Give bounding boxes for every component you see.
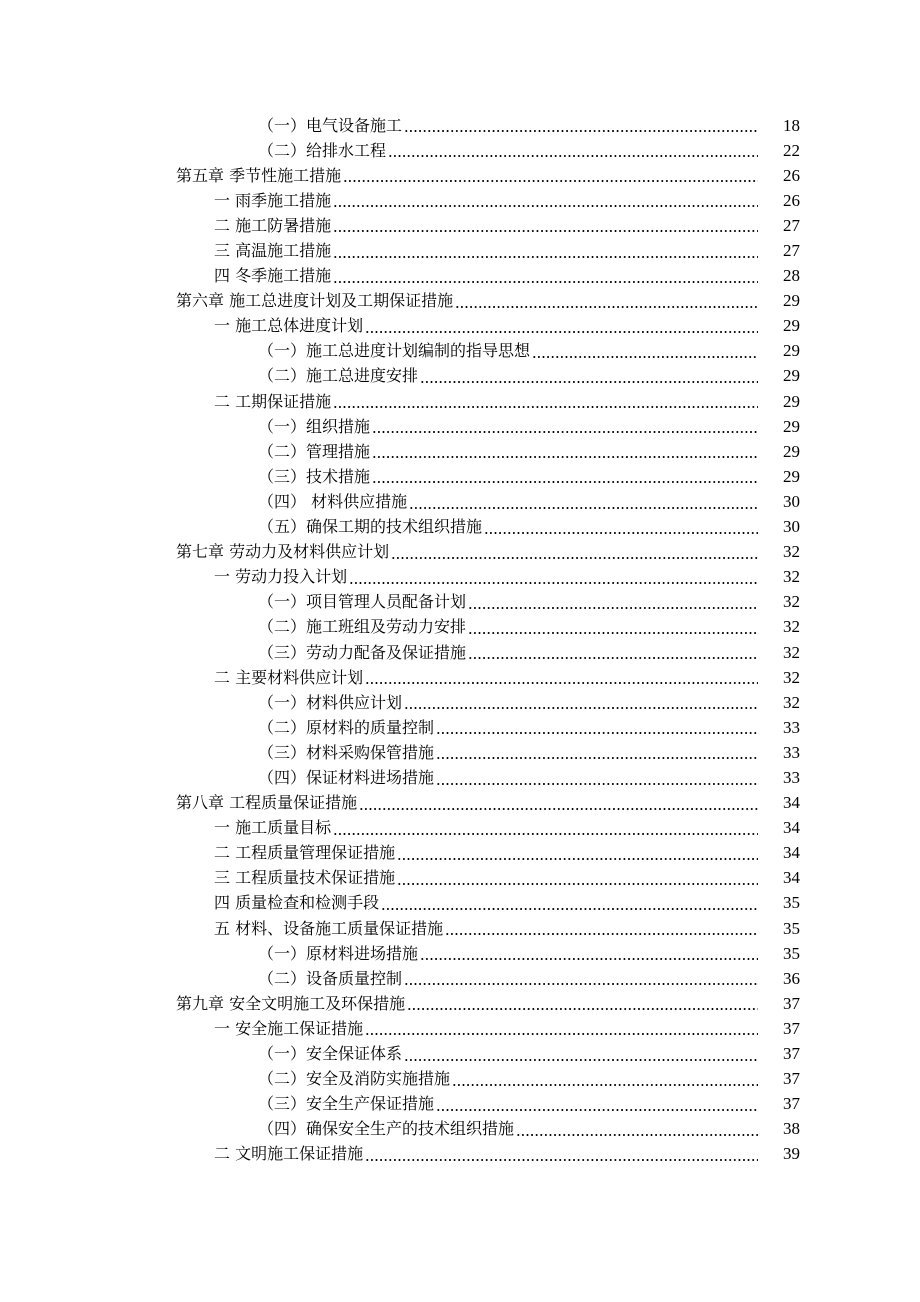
toc-entry-title: （一）项目管理人员配备计划 (258, 592, 467, 612)
toc-entry-page-number: 35 (783, 918, 800, 938)
toc-entry-title: （三）劳动力配备及保证措施 (258, 642, 467, 662)
toc-entry-page-number: 32 (783, 642, 800, 662)
toc-entry-title: （二）安全及消防实施措施 (258, 1069, 451, 1089)
toc-dot-leader (420, 381, 758, 383)
toc-entry[interactable] (0, 1142, 920, 1167)
toc-entry-page-number: 22 (783, 140, 800, 160)
toc-entry[interactable] (0, 715, 920, 740)
toc-entry[interactable] (0, 791, 920, 816)
toc-entry[interactable] (0, 439, 920, 464)
toc-entry-title: （二）原材料的质量控制 (258, 717, 435, 737)
toc-entry-page-number: 32 (783, 692, 800, 712)
toc-entry-title: （二）管理措施 (258, 441, 371, 461)
toc-dot-leader (468, 632, 758, 634)
toc-entry-title: 一 雨季施工措施 (214, 190, 332, 210)
toc-entry-title: （一）组织措施 (258, 416, 371, 436)
toc-entry-page-number: 29 (783, 366, 800, 386)
toc-entry-title: （三）材料采购保管措施 (258, 742, 435, 762)
toc-entry-page-number: 36 (783, 968, 800, 988)
toc-entry[interactable] (0, 213, 920, 238)
toc-entry-page-number: 32 (783, 617, 800, 637)
toc-entry[interactable] (0, 991, 920, 1016)
toc-dot-leader (333, 833, 758, 835)
toc-dot-leader (404, 130, 758, 132)
toc-entry-title: 三 高温施工措施 (214, 241, 332, 261)
toc-entry-page-number: 38 (783, 1119, 800, 1139)
toc-dot-leader (445, 933, 758, 935)
toc-entry-title: （一）原材料进场措施 (258, 943, 419, 963)
toc-entry-page-number: 32 (783, 592, 800, 612)
toc-dot-leader (436, 1109, 758, 1111)
toc-entry-page-number: 26 (783, 190, 800, 210)
toc-dot-leader (372, 456, 758, 458)
toc-entry-title: （四） 材料供应措施 (258, 491, 408, 511)
toc-entry[interactable] (0, 138, 920, 163)
toc-entry-page-number: 33 (783, 717, 800, 737)
toc-entry-title: 五 材料、设备施工质量保证措施 (214, 918, 444, 938)
toc-entry-title: （三）安全生产保证措施 (258, 1094, 435, 1114)
toc-dot-leader (516, 1134, 758, 1136)
toc-dot-leader (404, 983, 758, 985)
toc-entry[interactable] (0, 464, 920, 489)
toc-entry[interactable] (0, 314, 920, 339)
toc-entry[interactable] (0, 640, 920, 665)
toc-entry[interactable] (0, 841, 920, 866)
toc-entry[interactable] (0, 414, 920, 439)
toc-dot-leader (365, 682, 758, 684)
toc-entry[interactable] (0, 1067, 920, 1092)
toc-dot-leader (404, 1059, 758, 1061)
toc-entry-page-number: 30 (783, 491, 800, 511)
toc-dot-leader (333, 230, 758, 232)
toc-entry-page-number: 37 (783, 1044, 800, 1064)
toc-entry-page-number: 29 (783, 391, 800, 411)
toc-entry[interactable] (0, 866, 920, 891)
toc-entry[interactable] (0, 565, 920, 590)
toc-dot-leader (372, 431, 758, 433)
toc-dot-leader (365, 1033, 758, 1035)
toc-dot-leader (436, 783, 758, 785)
toc-entry-page-number: 29 (783, 466, 800, 486)
toc-dot-leader (381, 908, 758, 910)
toc-entry-page-number: 28 (783, 266, 800, 286)
toc-entry-page-number: 27 (783, 215, 800, 235)
toc-entry[interactable] (0, 690, 920, 715)
toc-dot-leader (397, 858, 758, 860)
toc-entry-page-number: 37 (783, 1069, 800, 1089)
toc-entry-title: （二）给排水工程 (258, 140, 387, 160)
toc-dot-leader (397, 883, 758, 885)
toc-entry-title: 第七章 劳动力及材料供应计划 (176, 542, 390, 562)
toc-entry[interactable] (0, 916, 920, 941)
toc-entry-title: 一 施工质量目标 (214, 818, 332, 838)
toc-entry-title: 一 安全施工保证措施 (214, 1018, 364, 1038)
toc-entry[interactable] (0, 339, 920, 364)
toc-dot-leader (365, 331, 758, 333)
toc-dot-leader (468, 607, 758, 609)
toc-dot-leader (532, 356, 758, 358)
toc-dot-leader (365, 1159, 758, 1161)
toc-entry-page-number: 29 (783, 291, 800, 311)
toc-dot-leader (391, 557, 758, 559)
toc-entry-title: 第六章 施工总进度计划及工期保证措施 (176, 291, 454, 311)
toc-entry-page-number: 32 (783, 667, 800, 687)
toc-entry[interactable] (0, 941, 920, 966)
toc-entry-title: 二 文明施工保证措施 (214, 1144, 364, 1164)
toc-entry-page-number: 29 (783, 441, 800, 461)
toc-entry[interactable] (0, 515, 920, 540)
toc-entry-page-number: 37 (783, 993, 800, 1013)
toc-dot-leader (349, 582, 758, 584)
toc-entry-page-number: 37 (783, 1094, 800, 1114)
toc-entry[interactable] (0, 740, 920, 765)
toc-dot-leader (372, 481, 758, 483)
toc-entry-title: （五）确保工期的技术组织措施 (258, 517, 483, 537)
toc-entry-page-number: 32 (783, 542, 800, 562)
toc-entry[interactable] (0, 1016, 920, 1041)
toc-entry[interactable] (0, 238, 920, 263)
toc-entry-title: （二）施工总进度安排 (258, 366, 419, 386)
toc-dot-leader (420, 958, 758, 960)
toc-entry-page-number: 34 (783, 818, 800, 838)
toc-dot-leader (404, 707, 758, 709)
toc-entry-page-number: 39 (783, 1144, 800, 1164)
toc-entry[interactable] (0, 289, 920, 314)
toc-entry-title: 一 施工总体进度计划 (214, 316, 364, 336)
toc-entry-title: （四）确保安全生产的技术组织措施 (258, 1119, 515, 1139)
toc-entry[interactable] (0, 665, 920, 690)
toc-entry-title: （一）安全保证体系 (258, 1044, 403, 1064)
toc-dot-leader (333, 281, 758, 283)
toc-dot-leader (436, 757, 758, 759)
toc-dot-leader (409, 507, 758, 509)
toc-entry-page-number: 33 (783, 742, 800, 762)
toc-entry[interactable] (0, 1092, 920, 1117)
toc-entry[interactable] (0, 389, 920, 414)
toc-entry[interactable] (0, 264, 920, 289)
toc-entry-page-number: 29 (783, 341, 800, 361)
toc-entry-page-number: 34 (783, 843, 800, 863)
toc-entry-page-number: 33 (783, 767, 800, 787)
toc-dot-leader (333, 406, 758, 408)
toc-entry-page-number: 32 (783, 567, 800, 587)
toc-entry-title: （一）材料供应计划 (258, 692, 403, 712)
toc-entry-title: （二）施工班组及劳动力安排 (258, 617, 467, 637)
toc-entry-page-number: 30 (783, 517, 800, 537)
toc-dot-leader (333, 256, 758, 258)
toc-entry-title: （一）施工总进度计划编制的指导思想 (258, 341, 531, 361)
toc-entry-title: 二 主要材料供应计划 (214, 667, 364, 687)
toc-entry[interactable] (0, 188, 920, 213)
toc-entry-title: 四 冬季施工措施 (214, 266, 332, 286)
toc-dot-leader (343, 180, 758, 182)
toc-entry[interactable] (0, 113, 920, 138)
toc-entry[interactable] (0, 590, 920, 615)
toc-entry[interactable] (0, 489, 920, 514)
toc-dot-leader (468, 657, 758, 659)
toc-entry-title: 三 工程质量技术保证措施 (214, 868, 396, 888)
toc-entry-page-number: 34 (783, 793, 800, 813)
toc-entry-title: 一 劳动力投入计划 (214, 567, 348, 587)
toc-entry-title: （四）保证材料进场措施 (258, 767, 435, 787)
toc-entry-title: 第五章 季节性施工措施 (176, 165, 342, 185)
toc-dot-leader (407, 1008, 758, 1010)
toc-entry[interactable] (0, 891, 920, 916)
toc-entry-title: （二）设备质量控制 (258, 968, 403, 988)
toc-dot-leader (452, 1084, 758, 1086)
toc-entry-page-number: 35 (783, 893, 800, 913)
toc-entry[interactable] (0, 163, 920, 188)
toc-dot-leader (484, 532, 758, 534)
toc-entry[interactable] (0, 364, 920, 389)
toc-entry-page-number: 27 (783, 241, 800, 261)
toc-entry-page-number: 29 (783, 416, 800, 436)
toc-entry-page-number: 29 (783, 316, 800, 336)
toc-entry-title: 二 工期保证措施 (214, 391, 332, 411)
toc-entry-page-number: 18 (783, 115, 800, 135)
toc-entry-page-number: 37 (783, 1018, 800, 1038)
toc-dot-leader (333, 205, 758, 207)
toc-entry[interactable] (0, 765, 920, 790)
toc-entry-page-number: 35 (783, 943, 800, 963)
toc-entry[interactable] (0, 1117, 920, 1142)
toc-entry[interactable] (0, 615, 920, 640)
toc-entry[interactable] (0, 816, 920, 841)
toc-entry-title: （一）电气设备施工 (258, 115, 403, 135)
toc-entry-title: 二 工程质量管理保证措施 (214, 843, 396, 863)
toc-entry-title: 二 施工防暑措施 (214, 215, 332, 235)
toc-dot-leader (359, 808, 758, 810)
toc-entry-title: 第九章 安全文明施工及环保措施 (176, 993, 406, 1013)
toc-entry-title: （三）技术措施 (258, 466, 371, 486)
table-of-contents (0, 113, 920, 1167)
toc-entry-title: 第八章 工程质量保证措施 (176, 793, 358, 813)
toc-entry-page-number: 26 (783, 165, 800, 185)
toc-dot-leader (388, 155, 758, 157)
toc-entry-title: 四 质量检查和检测手段 (214, 893, 380, 913)
toc-entry[interactable] (0, 540, 920, 565)
toc-entry[interactable] (0, 966, 920, 991)
toc-entry-page-number: 34 (783, 868, 800, 888)
toc-dot-leader (436, 732, 758, 734)
toc-dot-leader (455, 306, 758, 308)
toc-entry[interactable] (0, 1041, 920, 1066)
